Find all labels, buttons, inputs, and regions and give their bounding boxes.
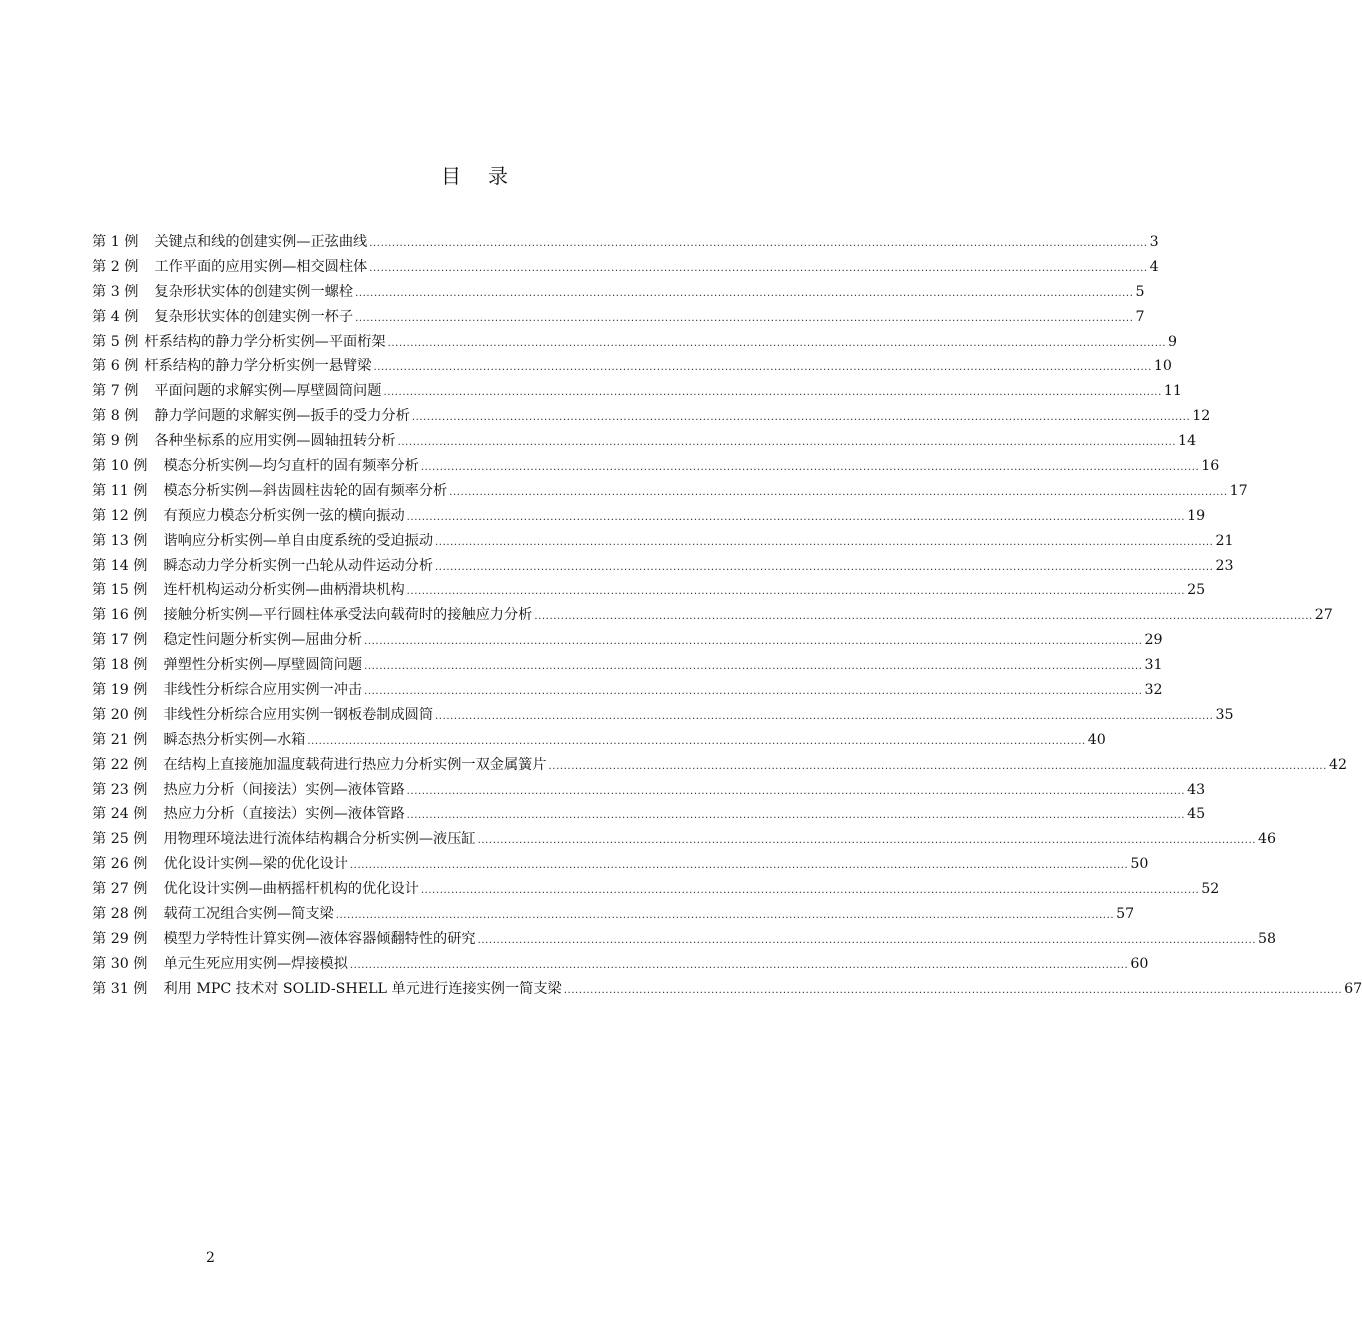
toc-entry-page: 10 [1153,358,1172,375]
toc-entry[interactable] [92,479,1248,504]
toc-leader-dots [407,506,1185,531]
toc-entry-page: 16 [1201,458,1220,475]
toc-entry-page: 31 [1144,657,1163,674]
toc-leader-dots [407,780,1185,805]
toc-entry-page: 7 [1135,308,1145,325]
toc-entry-number: 第 11 例 [92,482,148,499]
toc-title-char-1: 目 [441,164,462,188]
toc-entry-title: 优化设计实例—梁的优化设计 [163,856,348,873]
toc-entry-title: 瞬态热分析实例—水箱 [163,731,306,748]
toc-entry-title: 利用 MPC 技术对 SOLID-SHELL 单元进行连接实例一简支梁 [163,980,562,997]
toc-entry[interactable] [92,379,1182,404]
toc-entry[interactable] [92,330,1178,355]
toc-entry-page: 40 [1087,731,1106,748]
toc-leader-dots [421,456,1199,481]
toc-entry-page: 43 [1187,781,1206,798]
toc-entry-number: 第 16 例 [92,607,148,624]
toc-entry-number: 第 4 例 [92,308,139,325]
toc-entry-title: 热应力分析（间接法）实例—液体管路 [163,781,405,798]
toc-entry-page: 14 [1178,433,1197,450]
toc-entry[interactable] [92,280,1145,305]
toc-entry[interactable] [92,429,1197,454]
toc-entry[interactable] [92,852,1149,877]
toc-entry-page: 21 [1215,532,1234,549]
toc-leader-dots [407,580,1185,605]
toc-entry-page: 5 [1135,283,1145,300]
toc-entry[interactable] [92,404,1211,429]
toc-entry[interactable] [92,354,1172,379]
toc-entry-page: 42 [1328,756,1348,773]
toc-entry-title: 连杆机构运动分析实例—曲柄滑块机构 [163,582,405,599]
toc-leader-dots [549,755,1327,780]
toc-entry-number: 第 8 例 [92,408,139,425]
toc-entry-page: 4 [1149,258,1159,275]
toc-entry[interactable] [92,255,1159,280]
toc-leader-dots [373,356,1151,381]
toc-leader-dots [369,232,1147,257]
toc-entry-page: 35 [1215,706,1234,723]
toc-entry[interactable] [92,802,1206,827]
toc-leader-dots [412,406,1190,431]
toc-entry-page: 27 [1314,607,1333,624]
toc-entry-title: 模型力学特性计算实例—液体容器倾翻特性的研究 [163,930,476,947]
toc-entry-page: 67 [1344,980,1362,997]
toc-entry[interactable] [92,554,1234,579]
toc-entry[interactable] [92,952,1149,977]
toc-leader-dots [364,630,1142,655]
toc-entry-number: 第 28 例 [92,906,148,923]
toc-entry[interactable] [92,454,1220,479]
toc-entry[interactable] [92,927,1277,952]
toc-leader-dots [350,954,1128,979]
toc-entry-page: 19 [1187,507,1206,524]
toc-entry-number: 第 15 例 [92,582,148,599]
toc-entry-title: 谐响应分析实例—单自由度系统的受迫振动 [163,532,434,549]
toc-entry[interactable] [92,529,1234,554]
toc-entry-number: 第 21 例 [92,731,148,748]
toc-leader-dots [355,307,1133,332]
toc-entry-page: 23 [1215,557,1234,574]
toc-entry-number: 第 27 例 [92,881,148,898]
toc-entry[interactable] [92,504,1206,529]
toc-entry-title: 接触分析实例—平行圆柱体承受法向载荷时的接触应力分析 [163,607,533,624]
toc-entry-title: 稳定性问题分析实例—屈曲分析 [163,632,363,649]
toc-entry-number: 第 1 例 [92,234,139,250]
toc-leader-dots [336,904,1114,929]
toc-leader-dots [307,730,1085,755]
toc-entry[interactable] [92,230,1159,255]
toc-entry[interactable] [92,902,1135,927]
toc-entry-title: 用物理环境法进行流体结构耦合分析实例—液压缸 [163,831,476,848]
toc-entry-page: 3 [1149,234,1159,250]
toc-entry-number: 第 6 例 [92,358,139,375]
toc-entry-page: 58 [1258,930,1277,947]
toc-entry-number: 第 23 例 [92,781,148,798]
toc-leader-dots [478,929,1256,954]
toc-leader-dots [435,705,1213,730]
toc-entry-page: 50 [1130,856,1149,873]
toc-entry-number: 第 14 例 [92,557,148,574]
toc-entry-number: 第 3 例 [92,283,139,300]
toc-entry-number: 第 19 例 [92,682,148,699]
toc-entry-number: 第 30 例 [92,955,148,972]
toc-leader-dots [421,879,1199,904]
toc-leader-dots [435,531,1213,556]
toc-entry-page: 45 [1187,806,1206,823]
toc-entry-title: 非线性分析综合应用实例一冲击 [163,682,363,699]
toc-entry-page: 46 [1258,831,1277,848]
toc-title [0,160,950,189]
toc-leader-dots [388,332,1166,357]
toc-entry-page: 29 [1144,632,1163,649]
toc-entry[interactable] [92,578,1206,603]
toc-entry-page: 11 [1163,383,1182,400]
toc-leader-dots [364,680,1142,705]
toc-entry[interactable] [92,603,1333,628]
toc-entry-page: 17 [1229,482,1248,499]
toc-entry-number: 第 9 例 [92,433,139,450]
toc-entry-page: 12 [1192,408,1211,425]
toc-leader-dots [383,381,1161,406]
toc-leader-dots [534,605,1312,630]
toc-leader-dots [564,979,1342,1004]
toc-entry[interactable] [92,728,1106,753]
toc-entry-number: 第 5 例 [92,333,139,350]
toc-entry-title: 单元生死应用实例—焊接模拟 [163,955,348,972]
toc-entry-title: 瞬态动力学分析实例一凸轮从动件运动分析 [163,557,434,574]
toc-entry-number: 第 31 例 [92,980,148,997]
toc-leader-dots [364,655,1142,680]
toc-leader-dots [355,282,1133,307]
toc-entry-number: 第 12 例 [92,507,148,524]
toc-entry[interactable] [92,753,1348,778]
toc-entry-number: 第 22 例 [92,756,148,773]
toc-entry-title: 非线性分析综合应用实例一钢板卷制成圆筒 [163,706,434,723]
toc-entry-title: 关键点和线的创建实例—正弦曲线 [154,234,368,250]
toc-entry-title: 杆系结构的静力学分析实例—平面桁架 [144,333,386,350]
toc-entry-number: 第 18 例 [92,657,148,674]
toc-entry-page: 60 [1130,955,1149,972]
toc-entry-page: 9 [1168,333,1178,350]
toc-entry-title: 各种坐标系的应用实例—圆轴扭转分析 [154,433,396,450]
toc-entry-number: 第 26 例 [92,856,148,873]
toc-entry-number: 第 2 例 [92,258,139,275]
toc-entry[interactable] [92,703,1234,728]
toc-entry-number: 第 7 例 [92,383,139,400]
toc-entry-title: 有预应力模态分析实例一弦的横向振动 [163,507,405,524]
toc-leader-dots [369,257,1147,282]
toc-entry-number: 第 17 例 [92,632,148,649]
toc-leader-dots [435,556,1213,581]
toc-entry-title: 在结构上直接施加温度载荷进行热应力分析实例一双金属簧片 [163,756,547,773]
toc-entry-title: 模态分析实例—均匀直杆的固有频率分析 [163,458,419,475]
toc-entry-number: 第 25 例 [92,831,148,848]
toc-entry-page: 52 [1201,881,1220,898]
toc-entry-title: 平面问题的求解实例—厚壁圆筒问题 [154,383,382,400]
toc-entry-number: 第 13 例 [92,532,148,549]
toc-entry[interactable] [92,977,1362,1002]
table-of-contents [92,230,1362,1002]
toc-entry-number: 第 29 例 [92,930,148,947]
toc-entry-title: 复杂形状实体的创建实例一杯子 [154,308,354,325]
toc-entry-page: 57 [1116,906,1135,923]
toc-title-char-2: 录 [488,164,509,188]
toc-entry[interactable] [92,653,1163,678]
toc-entry-page: 32 [1144,682,1163,699]
toc-leader-dots [478,829,1256,854]
toc-entry-number: 第 20 例 [92,706,148,723]
toc-entry-title: 复杂形状实体的创建实例一螺栓 [154,283,354,300]
toc-entry-title: 优化设计实例—曲柄摇杆机构的优化设计 [163,881,419,898]
toc-entry-title: 模态分析实例—斜齿圆柱齿轮的固有频率分析 [163,482,448,499]
toc-entry-title: 工作平面的应用实例—相交圆柱体 [154,258,368,275]
toc-entry[interactable] [92,628,1163,653]
page-number: 2 [206,1250,215,1266]
toc-entry-title: 弹塑性分析实例—厚壁圆筒问题 [163,657,363,674]
toc-entry-number: 第 10 例 [92,458,148,475]
toc-entry[interactable] [92,678,1163,703]
toc-entry-title: 热应力分析（直接法）实例—液体管路 [163,806,405,823]
toc-leader-dots [407,804,1185,829]
toc-entry[interactable] [92,778,1206,803]
toc-entry[interactable] [92,877,1220,902]
toc-entry[interactable] [92,305,1145,330]
toc-leader-dots [449,481,1227,506]
toc-leader-dots [350,854,1128,879]
toc-entry-title: 静力学问题的求解实例—扳手的受力分析 [154,408,410,425]
toc-leader-dots [398,431,1176,456]
toc-entry-title: 载荷工况组合实例—简支梁 [163,906,334,923]
toc-entry-number: 第 24 例 [92,806,148,823]
toc-entry-page: 25 [1187,582,1206,599]
toc-entry-title: 杆系结构的静力学分析实例一悬臂梁 [144,358,372,375]
toc-entry[interactable] [92,827,1277,852]
